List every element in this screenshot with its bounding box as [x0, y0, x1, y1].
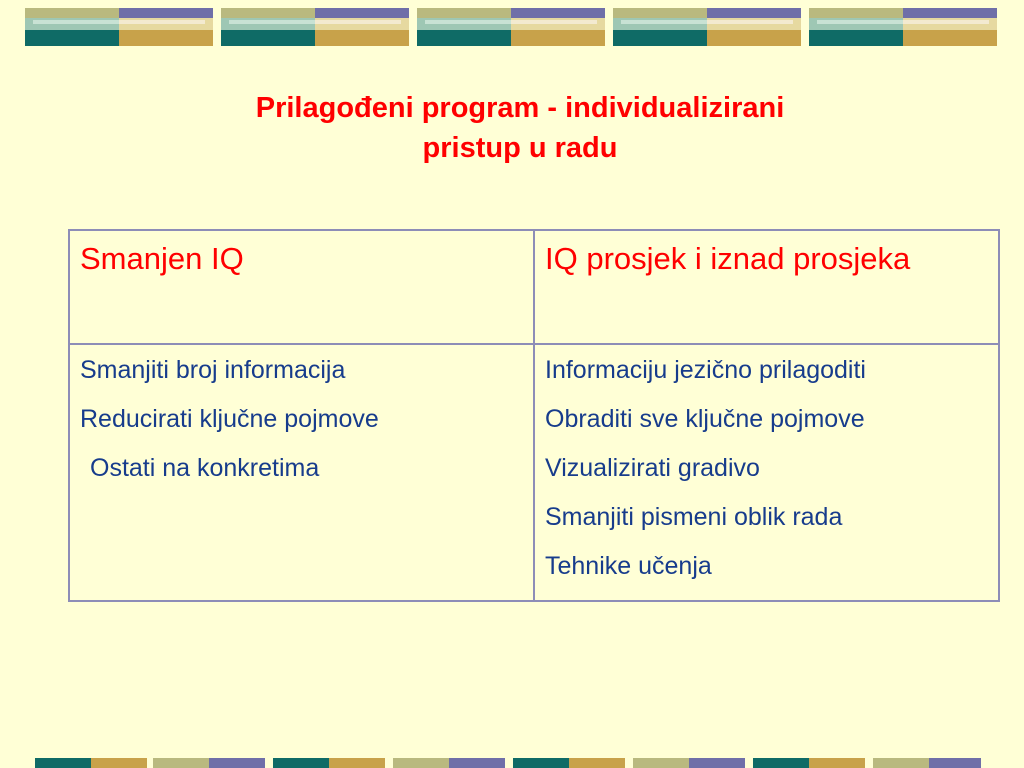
decorative-stripe: [417, 30, 511, 46]
decorative-stripe: [809, 8, 903, 18]
decorative-stripe: [91, 758, 147, 768]
decorative-stripe: [209, 758, 265, 768]
body-cell-reduced-iq: [69, 344, 534, 601]
table-row: [69, 344, 999, 601]
body-cell-average-iq: [534, 344, 999, 601]
decorative-block: [417, 8, 605, 46]
header-cell-reduced-iq: Smanjen IQ: [69, 230, 534, 344]
bottom-decorative-band: [0, 758, 1024, 768]
decorative-stripe: [33, 20, 119, 24]
decorative-stripe: [513, 758, 569, 768]
decorative-stripe: [449, 758, 505, 768]
list-item: Reducirati ključne pojmove: [80, 405, 379, 433]
decorative-stripe: [221, 30, 315, 46]
table-header-row: [69, 230, 999, 344]
slide-title-line-2: pristup u radu: [422, 132, 618, 164]
decorative-stripe: [569, 758, 625, 768]
decorative-stripe: [119, 20, 205, 24]
list-item: Obraditi sve ključne pojmove: [545, 405, 865, 433]
list-item: Smanjiti broj informacija: [80, 356, 346, 384]
decorative-stripe: [417, 8, 511, 18]
decorative-stripe: [707, 20, 793, 24]
list-item: Ostati na konkretima: [90, 454, 320, 482]
decorative-stripe: [221, 8, 315, 18]
top-decorative-band: [0, 0, 1024, 50]
decorative-stripe: [511, 8, 605, 18]
list-item: Vizualizirati gradivo: [545, 454, 760, 482]
decorative-block: [25, 8, 213, 46]
decorative-stripe: [903, 8, 997, 18]
decorative-stripe: [707, 30, 801, 46]
decorative-stripe: [511, 20, 597, 24]
decorative-stripe: [315, 20, 401, 24]
decorative-stripe: [119, 8, 213, 18]
list-item: Tehnike učenja: [545, 552, 712, 580]
list-item: Informaciju jezično prilagoditi: [545, 356, 866, 384]
decorative-block: [809, 8, 997, 46]
list-item: Smanjiti pismeni oblik rada: [545, 503, 843, 531]
decorative-stripe: [25, 30, 119, 46]
decorative-block: [221, 8, 409, 46]
decorative-stripe: [689, 758, 745, 768]
decorative-stripe: [613, 8, 707, 18]
slide-title: [60, 88, 980, 168]
decorative-stripe: [873, 758, 929, 768]
decorative-stripe: [929, 758, 981, 768]
decorative-stripe: [707, 8, 801, 18]
decorative-stripe: [393, 758, 449, 768]
decorative-stripe: [903, 30, 997, 46]
decorative-stripe: [903, 20, 989, 24]
decorative-stripe: [35, 758, 91, 768]
decorative-stripe: [25, 8, 119, 18]
decorative-stripe: [809, 30, 903, 46]
decorative-stripe: [621, 20, 707, 24]
decorative-block: [613, 8, 801, 46]
decorative-stripe: [273, 758, 329, 768]
decorative-stripe: [511, 30, 605, 46]
decorative-stripe: [229, 20, 315, 24]
decorative-stripe: [119, 30, 213, 46]
comparison-table: [68, 229, 1000, 602]
header-cell-average-iq: IQ prosjek i iznad prosjeka: [534, 230, 999, 344]
decorative-stripe: [315, 8, 409, 18]
decorative-stripe: [817, 20, 903, 24]
decorative-stripe: [613, 30, 707, 46]
decorative-stripe: [329, 758, 385, 768]
decorative-stripe: [425, 20, 511, 24]
decorative-stripe: [809, 758, 865, 768]
slide-title-line-1: Prilagođeni program - individualizirani: [255, 92, 785, 124]
decorative-stripe: [753, 758, 809, 768]
decorative-stripe: [315, 30, 409, 46]
decorative-stripe: [633, 758, 689, 768]
decorative-stripe: [153, 758, 209, 768]
